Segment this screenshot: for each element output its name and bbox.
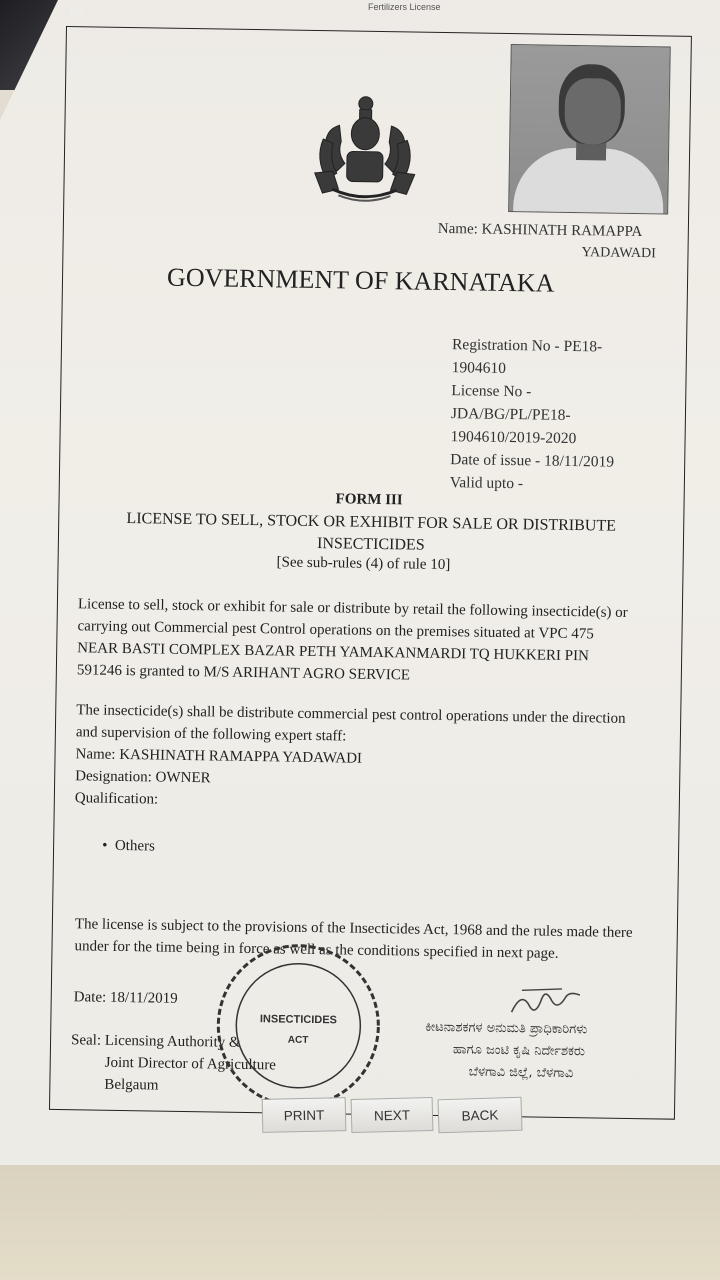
stamp-text-bottom: ACT xyxy=(287,1034,309,1046)
kannada-line: ಹಾಗೂ ಜಂಟಿ ಕೃಷಿ ನಿರ್ದೇಶಕರು xyxy=(452,1042,586,1060)
expert-staff-block xyxy=(75,699,637,818)
issue-date: Date: 18/11/2019 xyxy=(73,989,178,1007)
conditions-paragraph: The license is subject to the provisions of the Insecticides Act, 1968 and the rules made there under for the time being in force as well as the conditions specified in next page. xyxy=(74,916,633,962)
kannada-line: ಕೀಟನಾಶಕಗಳ ಅನುಮತಿ ಪ್ರಾಧಿಕಾರಿಗಳು xyxy=(425,1019,588,1038)
license-paragraph: License to sell, stock or exhibit for sale or distribute by retail the following insecticide(s) or carrying out Commercial pest Control operations on the premises situated at VPC 475 NEAR BASTI COMPLEX BAZAR PETH YAMAKANMARDI TQ HUKKERI PIN 591246 is granted to M/S ARIHANT AGRO SERVICE xyxy=(76,596,628,684)
staff-name: Name: KASHINATH RAMAPPA YADAWADI xyxy=(75,746,363,767)
staff-qualification: Qualification: xyxy=(74,790,159,808)
holder-name-line1: Name: KASHINATH RAMAPPA xyxy=(437,220,643,241)
qualification-value: Others xyxy=(114,837,156,855)
sub-rule: [See sub-rules (4) of rule 10] xyxy=(276,554,451,574)
seal-line: Belgaum xyxy=(104,1076,159,1094)
registration-line: 1904610 xyxy=(451,359,507,377)
print-button[interactable]: PRINT xyxy=(262,1097,347,1133)
registration-line: 1904610/2019-2020 xyxy=(450,428,577,448)
official-seal-stamp-icon xyxy=(202,929,395,1122)
top-left-label: F5 xyxy=(70,6,83,18)
back-button[interactable]: BACK xyxy=(437,1097,522,1134)
kannada-authority-block xyxy=(424,1017,645,1086)
staff-designation: Designation: OWNER xyxy=(75,768,211,787)
seal-line: Seal: Licensing Authority & xyxy=(70,1032,241,1051)
registration-line: License No - xyxy=(451,382,532,401)
stamp-text-top: INSECTICIDES xyxy=(259,1013,338,1027)
kannada-line: ಬೆಳಗಾವಿ ಜಿಲ್ಲೆ, ಬೆಳಗಾವಿ xyxy=(468,1064,574,1082)
header-tab-title: Fertilizers License xyxy=(368,2,441,12)
staff-paragraph: The insecticide(s) shall be distribute commercial pest control operations under the direction and supervision of the following expert staff: xyxy=(75,702,626,745)
registration-line: Valid upto - xyxy=(449,474,524,493)
registration-block xyxy=(450,333,643,497)
certificate-frame xyxy=(49,26,692,1120)
holder-name-line2: YADAWADI xyxy=(581,245,656,262)
next-button[interactable]: NEXT xyxy=(351,1097,434,1133)
registration-line: Date of issue - 18/11/2019 xyxy=(450,451,615,471)
holder-photo xyxy=(508,44,671,214)
registration-line: Registration No - PE18- xyxy=(451,336,603,356)
bullet-icon: • xyxy=(102,837,116,854)
karnataka-emblem-icon xyxy=(308,89,422,213)
desk-surface xyxy=(0,1165,720,1280)
government-title: GOVERNMENT OF KARNATAKA xyxy=(166,262,555,298)
seal-line: Joint Director of Agriculture xyxy=(104,1054,277,1074)
registration-line: JDA/BG/PL/PE18- xyxy=(450,405,571,424)
form-label: FORM III xyxy=(335,491,403,509)
qualification-item xyxy=(102,838,155,856)
signature-icon xyxy=(501,982,592,1023)
license-title: LICENSE TO SELL, STOCK OR EXHIBIT FOR SALE OR DISTRIBUTE INSECTICIDES xyxy=(126,510,617,554)
